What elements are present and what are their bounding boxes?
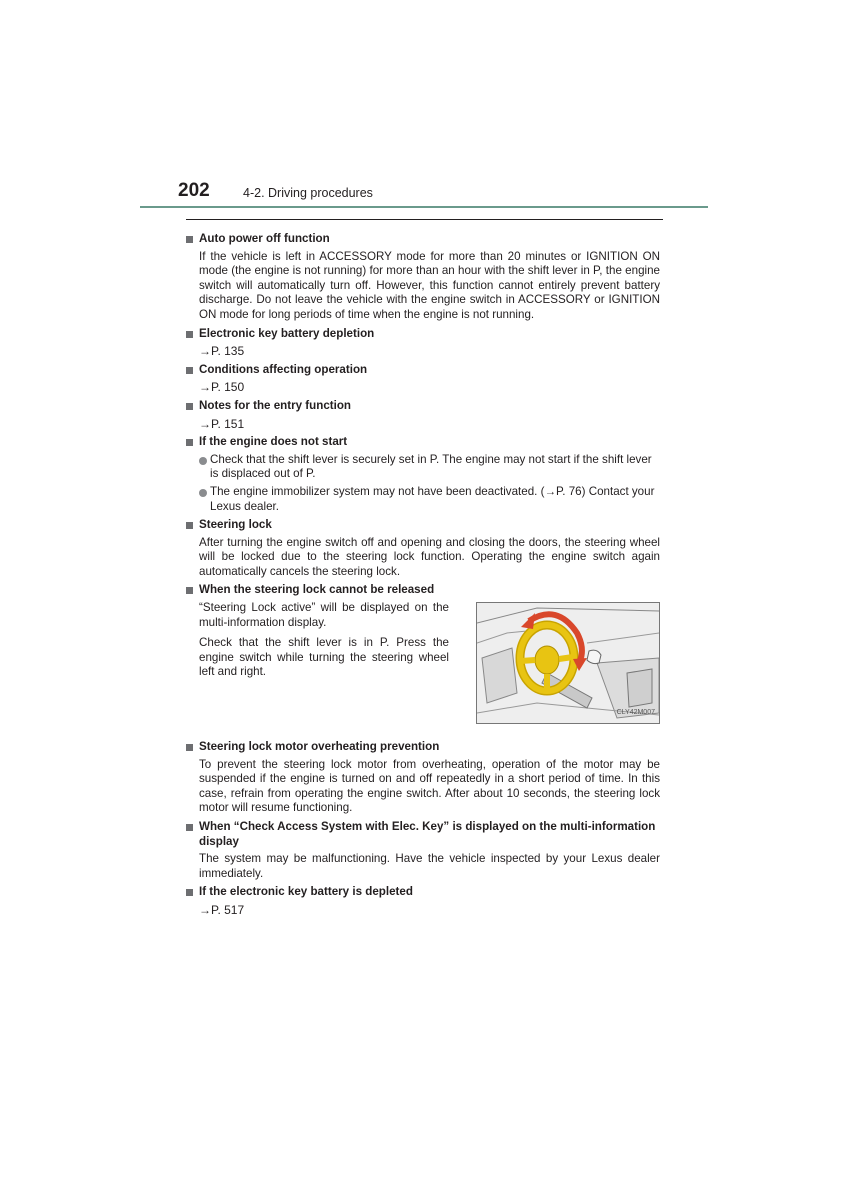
- page-number: 202: [178, 180, 210, 201]
- section-heading: When “Check Access System with Elec. Key” is displayed on the multi-information display: [186, 820, 660, 849]
- header-rule: [140, 206, 708, 208]
- steering-wheel-illustration: [476, 602, 660, 724]
- square-bullet-icon: [186, 889, 193, 896]
- circle-bullet-icon: [199, 489, 207, 497]
- figure-code: CLY42M007: [616, 709, 655, 717]
- list-item: Check that the shift lever is securely set in P. The engine may not start if the shift lever is displaced out of P.: [186, 453, 660, 482]
- section-text: The system may be malfunctioning. Have the vehicle inspected by your Lexus dealer immediately.: [199, 852, 660, 880]
- section-heading: Conditions affecting operation: [186, 363, 660, 378]
- page-reference-link[interactable]: →P. 150: [199, 380, 245, 395]
- section-heading: Steering lock motor overheating prevention: [186, 740, 660, 755]
- section-text: If the vehicle is left in ACCESSORY mode for more than 20 minutes or IGNITION ON mode (the engine is not running) for more than an hour with the shift lever in P, the engine switch will automatically turn off. However, this function cannot entirely prevent battery discharge. Do not leave the vehicle with the engine switch in ACCESSORY or IGNITION ON mode for long periods of time when the engine is not running.: [199, 249, 660, 321]
- section-heading: When the steering lock cannot be released: [186, 583, 660, 598]
- square-bullet-icon: [186, 587, 193, 594]
- page-reference-link[interactable]: →P. 151: [199, 416, 245, 431]
- content-rule: [186, 219, 663, 220]
- section-text: To prevent the steering lock motor from overheating, operation of the motor may be suspended if the engine is turned on and off repeatedly in a short period of time. In this case, refrain from operating the engine switch. After about 10 seconds, the steering lock motor will resume functioning.: [199, 757, 660, 815]
- steering-wheel-drawing: [477, 603, 659, 723]
- section-heading: If the engine does not start: [186, 435, 660, 450]
- square-bullet-icon: [186, 236, 193, 243]
- text-with-figure: [186, 601, 660, 724]
- section-text: After turning the engine switch off and opening and closing the doors, the steering wheel will be locked due to the steering lock function. Operating the engine switch again automatically cancels the steering lock.: [199, 535, 660, 578]
- section-heading: If the electronic key battery is depleted: [186, 885, 660, 900]
- square-bullet-icon: [186, 367, 193, 374]
- square-bullet-icon: [186, 331, 193, 338]
- square-bullet-icon: [186, 439, 193, 446]
- section-heading: Steering lock: [186, 518, 660, 533]
- section-text: Check that the shift lever is in P. Press the engine switch while turning the steering wheel left and right.: [199, 636, 449, 679]
- square-bullet-icon: [186, 744, 193, 751]
- section-heading: Notes for the entry function: [186, 399, 660, 414]
- figure-text: [199, 601, 449, 724]
- square-bullet-icon: [186, 824, 193, 831]
- section-text: “Steering Lock active” will be displayed on the multi-information display.: [199, 601, 449, 629]
- square-bullet-icon: [186, 522, 193, 529]
- page-reference-link[interactable]: →P. 135: [199, 344, 245, 359]
- circle-bullet-icon: [199, 457, 207, 465]
- page-reference-link[interactable]: →P. 517: [199, 903, 245, 917]
- section-heading: Auto power off function: [186, 232, 660, 247]
- list-item: The engine immobilizer system may not have been deactivated. (→P. 76) Contact your Lexus dealer.: [186, 485, 660, 514]
- section-heading: Electronic key battery depletion: [186, 327, 660, 342]
- section-title: 4-2. Driving procedures: [243, 186, 373, 200]
- square-bullet-icon: [186, 403, 193, 410]
- page-content: [186, 228, 660, 921]
